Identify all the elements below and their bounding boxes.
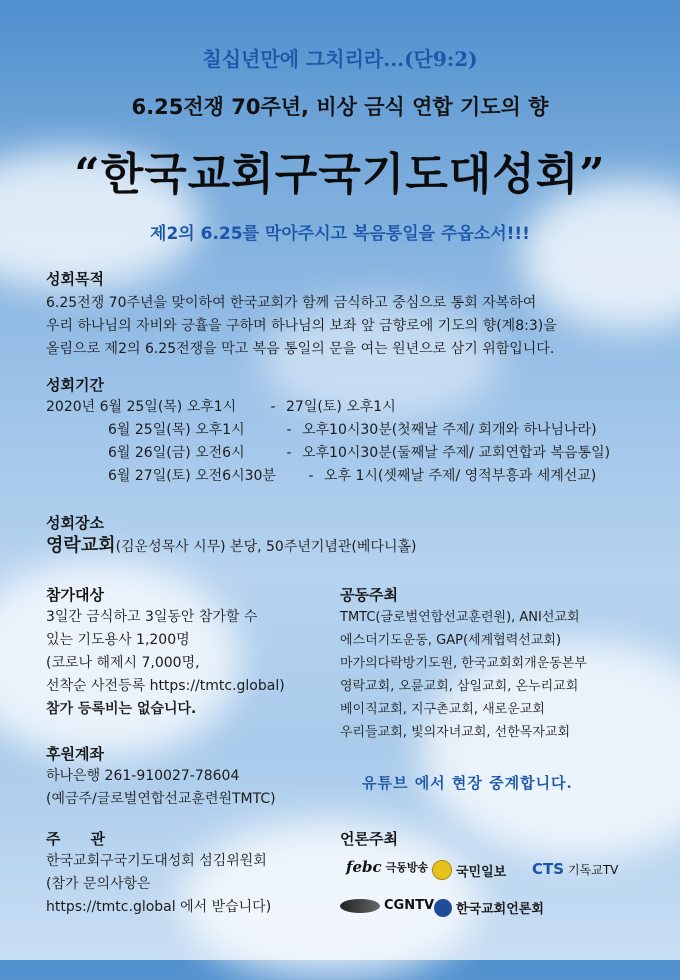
media-heading: 언론주최: [340, 830, 398, 848]
schedule-dash: -: [270, 399, 276, 415]
schedule-overall: [46, 396, 646, 419]
account-text: [46, 765, 336, 811]
organizer-line: https://tmtc.global 에서 받습니다): [46, 899, 272, 915]
schedule-day2: [108, 442, 646, 465]
participants-text: [46, 606, 336, 721]
purpose-heading: 성회목적: [46, 270, 104, 288]
cohost-line: 우리들교회, 빛의자녀교회, 선한목자교회: [340, 725, 571, 740]
schedule: [46, 396, 646, 488]
febc-name: 극동방송: [385, 861, 429, 874]
schedule-day1: [108, 419, 646, 442]
schedule-dash: -: [286, 445, 292, 461]
cohosts-heading: 공동주최: [340, 586, 398, 604]
subtitle: 6.25전쟁 70주년, 비상 금식 연합 기도의 향: [131, 95, 549, 119]
press-emblem-icon: [434, 899, 452, 917]
account-line: 하나은행 261-910027-78604: [46, 768, 240, 784]
febc-logo: [346, 858, 428, 876]
account-heading: 후원계좌: [46, 745, 104, 763]
cts-mark: CTS: [532, 860, 565, 878]
cohost-line: 베이직교회, 지구촌교회, 새로운교회: [340, 702, 545, 717]
schedule-text: 27일(토) 오후1시: [286, 399, 396, 415]
participation-fee: 참가 등록비는 없습니다.: [46, 701, 197, 717]
participants-line: (코로나 해제시 7,000명,: [46, 655, 200, 671]
cgntv-logo: [340, 898, 434, 913]
purpose-line: 우리 하나님의 자비와 긍휼을 구하며 하나님의 보좌 앞 금향로에 기도의 향(계8:3)을: [46, 318, 557, 334]
participants-line: 3일간 금식하고 3일동안 참가할 수: [46, 609, 258, 625]
organizer-line: 한국교회구국기도대성회 섬김위원회: [46, 853, 267, 869]
schedule-date: 6월 27일(토) 오전6시30분: [108, 468, 276, 484]
schedule-dash: -: [286, 422, 292, 438]
cohost-line: 마가의다락방기도원, 한국교회회개운동본부: [340, 656, 587, 671]
schedule-date: 6월 26일(금) 오전6시: [108, 445, 245, 461]
venue-name: 영락교회: [46, 535, 116, 556]
schedule-text: 오후10시30분(첫째날 주제/ 회개와 하나님나라): [302, 422, 597, 438]
venue-detail: (김운성목사 시무) 본당, 50주년기념관(베다니홀): [115, 539, 417, 555]
schedule-text: 오후10시30분(둘째날 주제/ 교회연합과 복음통일): [302, 445, 611, 461]
purpose-line: 6.25전쟁 70주년을 맞이하여 한국교회가 함께 금식하고 중심으로 통회 자복하여: [46, 295, 537, 311]
kukmin-logo: [432, 860, 506, 880]
schedule-day3: [108, 465, 646, 488]
schedule-dash: -: [308, 468, 314, 484]
event-title: “한국교회구국기도대성회”: [74, 149, 606, 200]
account-line: (예금주/글로벌연합선교훈련원TMTC): [46, 791, 276, 807]
cohost-line: 에스더기도운동, GAP(세계협력선교회): [340, 633, 562, 648]
cts-name: 기독교TV: [568, 862, 619, 877]
cgntv-name: CGNTV: [384, 898, 435, 913]
schedule-date: 6월 25일(목) 오후1시: [108, 422, 245, 438]
press-name: 한국교회언론회: [456, 902, 544, 917]
cohost-line: 영락교회, 오륜교회, 삼일교회, 온누리교회: [340, 679, 579, 694]
organizer-text: [46, 850, 336, 919]
cgntv-swoosh-icon: [340, 899, 380, 913]
youtube-notice: 유튜브 에서 현장 중계합니다.: [362, 774, 573, 792]
venue-text: [46, 534, 646, 559]
kukmin-name: 국민일보: [456, 864, 507, 880]
participants-line: 있는 기도용사 1,200명: [46, 632, 190, 648]
period-heading: 성회기간: [46, 376, 104, 394]
participants-line: 선착순 사전등록 https://tmtc.global): [46, 678, 285, 694]
febc-mark: febc: [346, 858, 382, 876]
cts-logo: [532, 860, 618, 878]
venue-heading: 성회장소: [46, 514, 104, 532]
slogan: 제2의 6.25를 막아주시고 복음통일을 주옵소서!!!: [150, 224, 530, 244]
organizer-line: (참가 문의사항은: [46, 876, 151, 892]
purpose-text: [46, 292, 656, 361]
purpose-line: 올림으로 제2의 6.25전쟁을 막고 복음 통일의 문을 여는 원년으로 삼기 위함입니다.: [46, 341, 555, 357]
kukmin-emblem-icon: [432, 860, 452, 880]
schedule-date: 2020년 6월 25일(목) 오후1시: [46, 399, 237, 415]
cohost-line: TMTC(글로벌연합선교훈련원), ANI선교회: [340, 610, 580, 625]
schedule-text: 오후 1시(셋째날 주제/ 영적부흥과 세계선교): [324, 468, 597, 484]
participants-heading: 참가대상: [46, 586, 104, 604]
press-association-logo: [434, 898, 544, 917]
organizer-heading: 주 관: [46, 830, 105, 848]
cohosts-text: [340, 606, 660, 744]
bible-verse: 칠십년만에 그치리라...(단9:2): [202, 47, 478, 71]
